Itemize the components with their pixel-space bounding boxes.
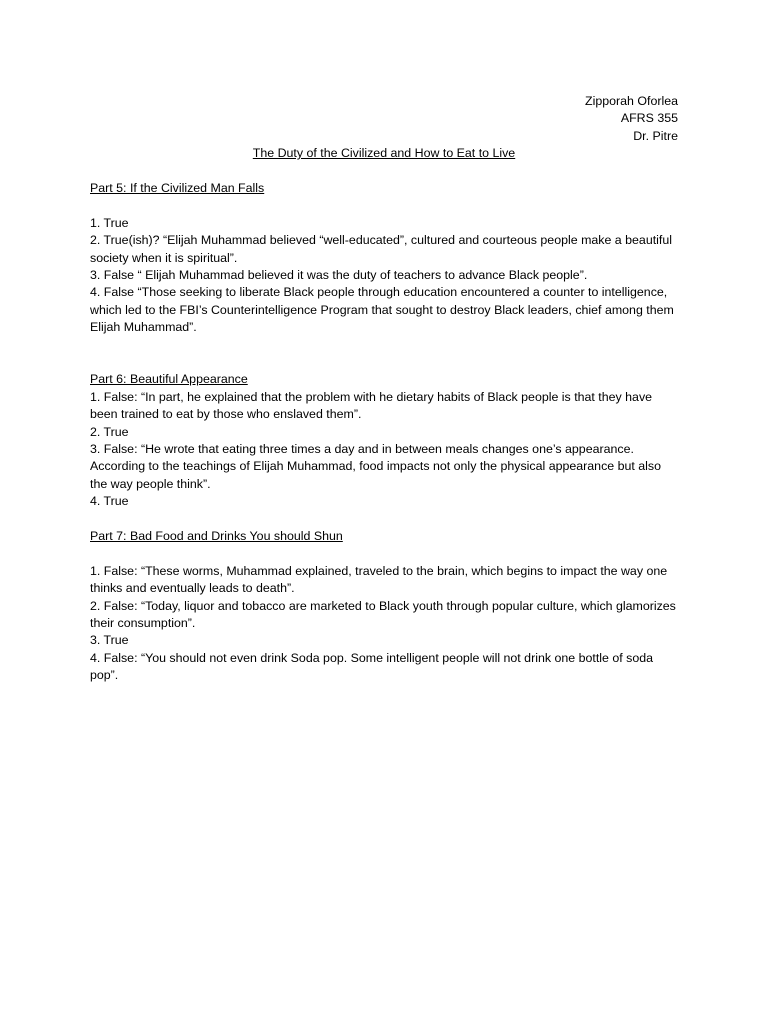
spacer xyxy=(90,511,678,528)
spacer xyxy=(90,163,678,180)
section-part-7 xyxy=(90,528,678,685)
document-title: The Duty of the Civilized and How to Eat to Live xyxy=(252,146,516,161)
spacer xyxy=(90,197,678,214)
list-item: 4. True xyxy=(90,494,129,509)
section-heading: Part 5: If the Civilized Man Falls xyxy=(90,180,265,195)
section-part-5 xyxy=(90,180,678,337)
list-item: 1. False: “In part, he explained that the problem with he dietary habits of Black people is that they have been trained to eat by those who enslaved them”. xyxy=(90,389,653,422)
list-item: 3. False: “He wrote that eating three times a day and in between meals changes one’s appearance. According to the teachings of Elijah Muhammad, food impacts not only the physical appearance but also the way people think”. xyxy=(90,442,661,491)
instructor-name: Dr. Pitre xyxy=(633,128,678,143)
list-item: 3. True xyxy=(90,633,129,648)
section-part-6 xyxy=(90,371,678,510)
list-item: 3. False “ Elijah Muhammad believed it was the duty of teachers to advance Black people”. xyxy=(90,267,588,282)
list-item: 1. True xyxy=(90,215,129,230)
spacer xyxy=(90,337,678,354)
spacer xyxy=(90,545,678,562)
author-name: Zipporah Oforlea xyxy=(585,94,678,108)
document-page xyxy=(90,93,678,685)
course-code: AFRS 355 xyxy=(620,111,678,126)
list-item: 4. False “Those seeking to liberate Black people through education encountered a counter to intelligence, which led to the FBI’s Counterintelligence Program that sought to destroy Black leaders, chief among them Elijah Muhammad”. xyxy=(90,285,674,335)
spacer xyxy=(90,354,678,371)
document-header xyxy=(90,93,678,145)
section-heading: Part 6: Beautiful Appearance xyxy=(90,372,248,387)
list-item: 2. True xyxy=(90,424,129,439)
list-item: 4. False: “You should not even drink Soda pop. Some intelligent people will not drink one bottle of soda pop”. xyxy=(90,650,653,683)
list-item: 2. True(ish)? “Elijah Muhammad believed “well-educated”, cultured and courteous people make a beautiful society when it is spiritual”. xyxy=(90,233,672,265)
list-item: 1. False: “These worms, Muhammad explained, traveled to the brain, which begins to impact the way one thinks and eventually leads to death”. xyxy=(90,563,668,596)
list-item: 2. False: “Today, liquor and tobacco are marketed to Black youth through popular culture, which glamorizes their consumption”. xyxy=(90,598,676,631)
section-heading: Part 7: Bad Food and Drinks You should Shun xyxy=(90,529,343,544)
